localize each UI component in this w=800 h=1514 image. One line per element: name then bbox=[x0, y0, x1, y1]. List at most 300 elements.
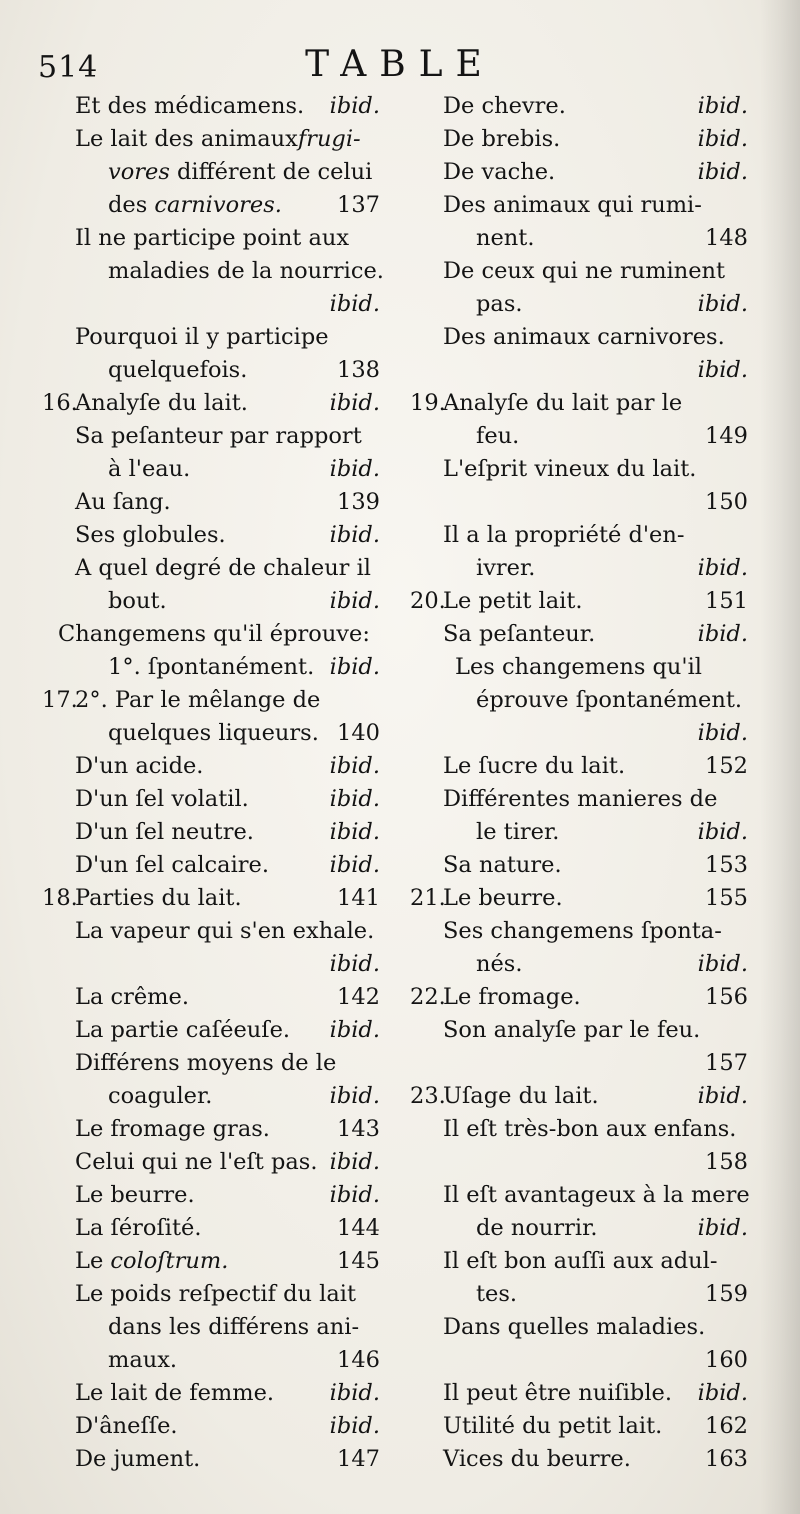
entry-text bbox=[443, 255, 725, 288]
page-reference: 155 bbox=[705, 885, 748, 911]
page-reference: ibid. bbox=[329, 1380, 380, 1406]
entry-text bbox=[75, 981, 189, 1014]
index-entry bbox=[42, 783, 380, 816]
page-reference: 162 bbox=[705, 1413, 748, 1439]
entry-text bbox=[75, 750, 203, 783]
index-entry bbox=[410, 948, 748, 981]
index-entry bbox=[410, 1377, 748, 1410]
index-entry bbox=[410, 90, 748, 123]
entry-text-roman: Et des médicamens. bbox=[75, 93, 305, 119]
index-entry bbox=[42, 1146, 380, 1179]
index-entry bbox=[410, 684, 748, 717]
page-reference: 147 bbox=[337, 1446, 380, 1472]
index-entry bbox=[42, 387, 380, 420]
index-entry bbox=[42, 618, 380, 651]
entry-text-roman: éprouve ſpontanément. bbox=[476, 687, 743, 713]
entry-text-italic: frugi- bbox=[297, 126, 361, 152]
entry-text-roman: Parties du lait. bbox=[75, 885, 242, 911]
entry-text-roman: Celui qui ne l'eſt pas. bbox=[75, 1149, 318, 1175]
index-entry bbox=[410, 618, 748, 651]
page-reference: 156 bbox=[705, 984, 748, 1010]
index-entry bbox=[42, 1014, 380, 1047]
entry-text bbox=[443, 519, 684, 552]
entry-text-italic: coloſtrum. bbox=[110, 1248, 229, 1274]
index-entry bbox=[410, 849, 748, 882]
index-entry bbox=[410, 750, 748, 783]
page-reference: 141 bbox=[337, 885, 380, 911]
entry-text-roman: nent. bbox=[476, 225, 535, 251]
entry-text-roman: nés. bbox=[476, 951, 523, 977]
entry-text-roman: maux. bbox=[108, 1347, 178, 1373]
entry-text-roman: 2°. Par le mêlange de bbox=[75, 687, 321, 713]
entry-text bbox=[108, 189, 282, 222]
page-reference: ibid. bbox=[697, 291, 748, 317]
entry-text bbox=[443, 1311, 705, 1344]
entry-text-roman: Des animaux qui rumi- bbox=[443, 192, 702, 218]
page-reference: 158 bbox=[705, 1149, 748, 1175]
entry-text bbox=[476, 222, 535, 255]
page-reference: 139 bbox=[337, 489, 380, 515]
page-reference: ibid. bbox=[329, 291, 380, 317]
entry-text-roman: Uſage du lait. bbox=[443, 1083, 599, 1109]
index-entry bbox=[410, 420, 748, 453]
page-reference: ibid. bbox=[329, 1182, 380, 1208]
index-entry bbox=[42, 1212, 380, 1245]
section-number: 16. bbox=[42, 390, 78, 416]
index-entry bbox=[42, 321, 380, 354]
index-entry bbox=[410, 156, 748, 189]
entry-text-roman: feu. bbox=[476, 423, 520, 449]
entry-text bbox=[75, 849, 269, 882]
index-entry bbox=[42, 255, 384, 288]
entry-text-roman: Les changemens qu'il bbox=[455, 654, 702, 680]
entry-text bbox=[476, 1212, 598, 1245]
entry-text bbox=[443, 1443, 631, 1476]
index-entry bbox=[42, 882, 380, 915]
page-reference: 151 bbox=[705, 588, 748, 614]
entry-text bbox=[476, 552, 535, 585]
entry-text-roman: maladies de la nourrice. bbox=[108, 258, 384, 284]
index-entry bbox=[410, 1344, 748, 1377]
entry-text-roman: bout. bbox=[108, 588, 167, 614]
page-reference: 163 bbox=[705, 1446, 748, 1472]
index-entry bbox=[410, 1047, 748, 1080]
entry-text bbox=[75, 1377, 274, 1410]
entry-text bbox=[443, 1113, 736, 1146]
entry-text-roman: Le lait des animaux bbox=[75, 126, 298, 152]
index-column-left bbox=[42, 90, 384, 1476]
entry-text-roman: Le beurre. bbox=[443, 885, 563, 911]
page-reference: ibid. bbox=[697, 1215, 748, 1241]
entry-text-roman: des bbox=[108, 192, 155, 218]
entry-text bbox=[75, 684, 320, 717]
entry-text-roman: Le ſucre du lait. bbox=[443, 753, 626, 779]
page-reference: 152 bbox=[705, 753, 748, 779]
entry-text-roman: tes. bbox=[476, 1281, 518, 1307]
entry-text bbox=[108, 453, 190, 486]
page-reference: 159 bbox=[705, 1281, 748, 1307]
entry-text bbox=[443, 618, 595, 651]
index-entry bbox=[410, 783, 748, 816]
entry-text bbox=[75, 321, 329, 354]
entry-text bbox=[75, 1179, 195, 1212]
entry-text bbox=[58, 618, 370, 651]
entry-text bbox=[443, 1410, 662, 1443]
index-entry bbox=[42, 1311, 380, 1344]
page-reference: 144 bbox=[337, 1215, 380, 1241]
entry-text-roman: D'un ſel volatil. bbox=[75, 786, 249, 812]
page-reference: ibid. bbox=[329, 1017, 380, 1043]
page-reference: ibid. bbox=[697, 126, 748, 152]
entry-text bbox=[443, 156, 555, 189]
index-entry bbox=[410, 915, 748, 948]
index-entry bbox=[410, 123, 748, 156]
entry-text bbox=[75, 1047, 336, 1080]
entry-text-roman: L'eſprit vineux du lait. bbox=[443, 456, 697, 482]
entry-text-roman: ivrer. bbox=[476, 555, 536, 581]
page-reference: 138 bbox=[337, 357, 380, 383]
entry-text-roman: Pourquoi il y participe bbox=[75, 324, 329, 350]
index-entry bbox=[410, 1179, 748, 1212]
page-reference: 143 bbox=[337, 1116, 380, 1142]
index-entry bbox=[410, 552, 748, 585]
entry-text bbox=[75, 1278, 356, 1311]
entry-text bbox=[443, 882, 563, 915]
entry-text-roman: quelquefois. bbox=[108, 357, 248, 383]
entry-text-roman: De jument. bbox=[75, 1446, 201, 1472]
entry-text-roman: Ses changemens ſponta- bbox=[443, 918, 722, 944]
index-entry bbox=[410, 1146, 748, 1179]
index-entry bbox=[42, 519, 380, 552]
entry-text bbox=[443, 1080, 599, 1113]
entry-text-roman: Il ne participe point aux bbox=[75, 225, 350, 251]
entry-text bbox=[476, 288, 523, 321]
page-reference: 145 bbox=[337, 1248, 380, 1274]
entry-text-roman: Le bbox=[75, 1248, 111, 1274]
page-reference: 137 bbox=[337, 192, 380, 218]
entry-text-roman: Différens moyens de le bbox=[75, 1050, 337, 1076]
entry-text bbox=[476, 816, 559, 849]
entry-text bbox=[75, 486, 171, 519]
entry-text-roman: Le beurre. bbox=[75, 1182, 195, 1208]
entry-text-roman: Son analyſe par le feu. bbox=[443, 1017, 701, 1043]
index-entry bbox=[42, 90, 380, 123]
entry-text-roman: Sa peſanteur par rapport bbox=[75, 423, 362, 449]
entry-text bbox=[75, 1146, 318, 1179]
index-entry bbox=[42, 651, 380, 684]
entry-text-roman: Sa peſanteur. bbox=[443, 621, 596, 647]
entry-text bbox=[443, 849, 562, 882]
entry-text-roman: coaguler. bbox=[108, 1083, 213, 1109]
index-entry bbox=[42, 420, 380, 453]
index-entry bbox=[42, 717, 380, 750]
entry-text-roman: A quel degré de chaleur il bbox=[75, 555, 371, 581]
entry-text bbox=[75, 519, 226, 552]
entry-text bbox=[75, 1014, 290, 1047]
page-reference: ibid. bbox=[697, 1380, 748, 1406]
entry-text bbox=[75, 783, 249, 816]
entry-text bbox=[108, 717, 319, 750]
index-entry bbox=[410, 519, 748, 552]
index-entry bbox=[42, 684, 380, 717]
index-entry bbox=[410, 387, 748, 420]
entry-text-roman: La ſéroſité. bbox=[75, 1215, 202, 1241]
section-number: 23. bbox=[410, 1083, 446, 1109]
entry-text bbox=[108, 651, 314, 684]
page-reference: ibid. bbox=[329, 93, 380, 119]
entry-text bbox=[75, 882, 242, 915]
entry-text bbox=[443, 321, 725, 354]
entry-text bbox=[443, 1014, 700, 1047]
entry-text-roman: Il eſt très-bon aux enfans. bbox=[443, 1116, 737, 1142]
index-entry bbox=[410, 717, 748, 750]
index-entry bbox=[42, 948, 380, 981]
index-entry bbox=[410, 288, 748, 321]
index-entry bbox=[42, 1113, 380, 1146]
entry-text-italic: vores bbox=[108, 159, 170, 185]
page-reference: 157 bbox=[705, 1050, 748, 1076]
entry-text-roman: différent de celui bbox=[169, 159, 373, 185]
entry-text bbox=[75, 552, 371, 585]
entry-text bbox=[443, 1179, 750, 1212]
index-entry bbox=[42, 849, 380, 882]
index-entry bbox=[42, 1410, 380, 1443]
entry-text bbox=[443, 585, 583, 618]
page-reference: ibid. bbox=[329, 753, 380, 779]
entry-text-roman: Il a la propriété d'en- bbox=[443, 522, 685, 548]
entry-text bbox=[108, 1344, 177, 1377]
entry-text bbox=[443, 981, 581, 1014]
index-entry bbox=[410, 189, 748, 222]
entry-text bbox=[108, 1080, 212, 1113]
index-entry bbox=[410, 1278, 748, 1311]
entry-text-roman: à l'eau. bbox=[108, 456, 191, 482]
page-reference: ibid. bbox=[697, 819, 748, 845]
page-reference: 153 bbox=[705, 852, 748, 878]
entry-text-roman: le tirer. bbox=[476, 819, 560, 845]
index-entry bbox=[42, 288, 380, 321]
entry-text-roman: Le fromage. bbox=[443, 984, 581, 1010]
entry-text-roman: De brebis. bbox=[443, 126, 561, 152]
page-reference: 149 bbox=[705, 423, 748, 449]
page-reference: ibid. bbox=[329, 1149, 380, 1175]
entry-text-roman: Le poids reſpectif du lait bbox=[75, 1281, 356, 1307]
entry-text bbox=[476, 420, 519, 453]
entry-text bbox=[75, 387, 248, 420]
entry-text bbox=[75, 90, 304, 123]
entry-text-roman: De ceux qui ne ruminent bbox=[443, 258, 726, 284]
index-entry bbox=[410, 816, 748, 849]
entry-text-roman: De chevre. bbox=[443, 93, 566, 119]
index-entry bbox=[42, 486, 380, 519]
index-entry bbox=[42, 585, 380, 618]
page-reference: ibid. bbox=[329, 1413, 380, 1439]
page-reference: ibid. bbox=[329, 456, 380, 482]
index-entry bbox=[42, 1047, 380, 1080]
index-entry bbox=[410, 486, 748, 519]
entry-text-roman: pas. bbox=[476, 291, 523, 317]
index-entry bbox=[42, 156, 380, 189]
entry-text bbox=[476, 948, 523, 981]
index-entry bbox=[42, 552, 380, 585]
entry-text-italic: carnivores. bbox=[154, 192, 282, 218]
index-entry bbox=[410, 222, 748, 255]
page-reference: ibid. bbox=[329, 819, 380, 845]
page-title: TABLE bbox=[305, 44, 495, 85]
index-entry bbox=[42, 453, 380, 486]
entry-text bbox=[108, 156, 372, 189]
entry-text-roman: Vices du beurre. bbox=[443, 1446, 631, 1472]
entry-text-roman: D'âneſſe. bbox=[75, 1413, 178, 1439]
entry-text bbox=[108, 1311, 359, 1344]
page-reference: ibid. bbox=[329, 588, 380, 614]
index-entry bbox=[410, 1113, 748, 1146]
index-entry bbox=[42, 1344, 380, 1377]
page-reference: ibid. bbox=[329, 852, 380, 878]
index-entry bbox=[42, 123, 380, 156]
index-column-right bbox=[410, 90, 748, 1476]
page-reference: 150 bbox=[705, 489, 748, 515]
entry-text-roman: Sa nature. bbox=[443, 852, 562, 878]
entry-text bbox=[108, 585, 167, 618]
entry-text bbox=[443, 123, 560, 156]
index-entry bbox=[410, 1443, 748, 1476]
entry-text-roman: Différentes manieres de bbox=[443, 786, 718, 812]
index-entry bbox=[42, 750, 380, 783]
index-entry bbox=[42, 1443, 380, 1476]
entry-text-roman: 1°. ſpontanément. bbox=[108, 654, 315, 680]
entry-text bbox=[455, 651, 702, 684]
page-reference: ibid. bbox=[329, 390, 380, 416]
entry-text bbox=[443, 1377, 672, 1410]
entry-text-roman: Il eſt bon auſſi aux adul- bbox=[443, 1248, 718, 1274]
index-entry bbox=[410, 1212, 748, 1245]
entry-text bbox=[443, 453, 696, 486]
entry-text bbox=[75, 420, 362, 453]
entry-text bbox=[75, 1245, 228, 1278]
index-entry bbox=[42, 1377, 380, 1410]
entry-text bbox=[108, 255, 384, 288]
entry-text-roman: Utilité du petit lait. bbox=[443, 1413, 663, 1439]
entry-text-roman: Au ſang. bbox=[75, 489, 171, 515]
entry-text-roman: La vapeur qui s'en exhale. bbox=[75, 918, 375, 944]
entry-text bbox=[443, 189, 702, 222]
entry-text-roman: Analyſe du lait par le bbox=[443, 390, 683, 416]
entry-text bbox=[443, 783, 717, 816]
index-entry bbox=[42, 1278, 380, 1311]
index-entry bbox=[42, 1179, 380, 1212]
entry-text-roman: La partie caſéeuſe. bbox=[75, 1017, 291, 1043]
entry-text-roman: quelques liqueurs. bbox=[108, 720, 319, 746]
entry-text bbox=[75, 222, 349, 255]
entry-text bbox=[443, 90, 566, 123]
index-entry bbox=[410, 981, 748, 1014]
page-reference: 160 bbox=[705, 1347, 748, 1373]
entry-text bbox=[476, 684, 742, 717]
entry-text-roman: Le petit lait. bbox=[443, 588, 583, 614]
page-reference: ibid. bbox=[329, 786, 380, 812]
page-reference: 146 bbox=[337, 1347, 380, 1373]
entry-text bbox=[443, 750, 625, 783]
page-reference: ibid. bbox=[697, 555, 748, 581]
entry-text-roman: D'un acide. bbox=[75, 753, 204, 779]
entry-text bbox=[75, 1410, 178, 1443]
entry-text bbox=[75, 816, 254, 849]
entry-text-roman: D'un ſel neutre. bbox=[75, 819, 254, 845]
page-number: 514 bbox=[38, 50, 99, 85]
entry-text bbox=[75, 1443, 200, 1476]
section-number: 19. bbox=[410, 390, 446, 416]
index-entry bbox=[410, 1410, 748, 1443]
index-entry bbox=[410, 651, 748, 684]
entry-text bbox=[75, 123, 361, 156]
index-entry bbox=[42, 222, 380, 255]
entry-text-roman: Changemens qu'il éprouve: bbox=[58, 621, 370, 647]
entry-text bbox=[443, 915, 722, 948]
entry-text-roman: Le fromage gras. bbox=[75, 1116, 270, 1142]
entry-text bbox=[75, 1113, 270, 1146]
index-entry bbox=[410, 1245, 748, 1278]
entry-text bbox=[75, 915, 374, 948]
entry-text bbox=[75, 1212, 202, 1245]
page-reference: ibid. bbox=[697, 93, 748, 119]
entry-text bbox=[476, 1278, 517, 1311]
index-entry bbox=[42, 1245, 380, 1278]
page-reference: ibid. bbox=[697, 621, 748, 647]
entry-text bbox=[443, 387, 682, 420]
page-reference: 148 bbox=[705, 225, 748, 251]
page-gutter-shadow bbox=[760, 0, 800, 1514]
entry-text-roman: Dans quelles maladies. bbox=[443, 1314, 706, 1340]
section-number: 22. bbox=[410, 984, 446, 1010]
section-number: 18. bbox=[42, 885, 78, 911]
index-entry bbox=[410, 255, 748, 288]
index-entry bbox=[410, 1014, 748, 1047]
page-reference: ibid. bbox=[329, 522, 380, 548]
page-reference: ibid. bbox=[697, 720, 748, 746]
page-reference: ibid. bbox=[697, 951, 748, 977]
index-entry bbox=[410, 321, 748, 354]
index-entry bbox=[410, 882, 748, 915]
index-entry bbox=[410, 1311, 748, 1344]
section-number: 17. bbox=[42, 687, 78, 713]
entry-text-roman: Des animaux carnivores. bbox=[443, 324, 725, 350]
page-reference: 140 bbox=[337, 720, 380, 746]
index-entry bbox=[42, 915, 380, 948]
index-entry bbox=[410, 585, 748, 618]
index-entry bbox=[42, 981, 380, 1014]
index-entry bbox=[42, 816, 380, 849]
page-reference: ibid. bbox=[697, 159, 748, 185]
section-number: 21. bbox=[410, 885, 446, 911]
page-reference: ibid. bbox=[329, 951, 380, 977]
entry-text-roman: Analyſe du lait. bbox=[75, 390, 248, 416]
index-entry bbox=[42, 354, 380, 387]
entry-text-roman: Il peut être nuiſible. bbox=[443, 1380, 672, 1406]
entry-text-roman: de nourrir. bbox=[476, 1215, 598, 1241]
index-entry bbox=[410, 354, 748, 387]
page-reference: 142 bbox=[337, 984, 380, 1010]
entry-text-roman: La crême. bbox=[75, 984, 189, 1010]
entry-text-roman: D'un ſel calcaire. bbox=[75, 852, 269, 878]
entry-text-roman: Il eſt avantageux à la mere bbox=[443, 1182, 750, 1208]
section-number: 20. bbox=[410, 588, 446, 614]
page-reference: ibid. bbox=[697, 357, 748, 383]
index-entry bbox=[42, 189, 380, 222]
entry-text-roman: Le lait de femme. bbox=[75, 1380, 275, 1406]
page-reference: ibid. bbox=[329, 1083, 380, 1109]
index-entry bbox=[410, 453, 748, 486]
